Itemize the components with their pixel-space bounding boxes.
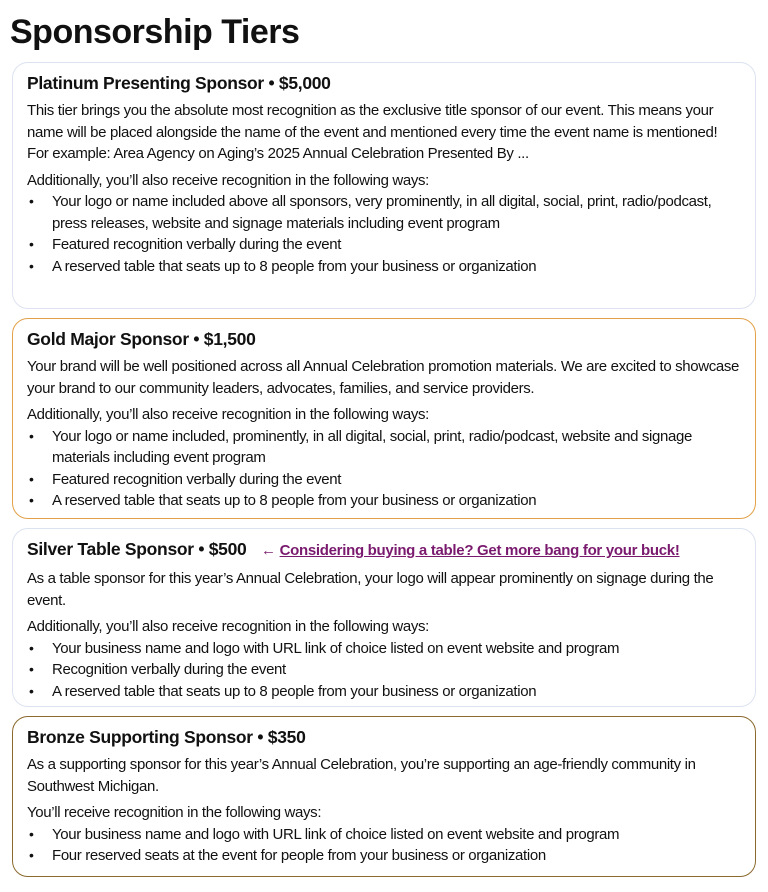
tier-card-bronze xyxy=(12,716,756,877)
benefit-item xyxy=(27,191,741,234)
tier-title xyxy=(27,327,741,351)
page-title: Sponsorship Tiers xyxy=(10,13,300,51)
benefit-item xyxy=(27,845,741,867)
tier-card-silver xyxy=(12,528,756,707)
bullet-icon: • xyxy=(29,427,34,444)
bullet-icon: • xyxy=(29,470,34,487)
benefit-item xyxy=(27,469,741,491)
benefit-text: A reserved table that seats up to 8 people from your business or organization xyxy=(52,257,537,275)
tier-title xyxy=(27,71,741,95)
bullet-icon: • xyxy=(29,257,34,274)
benefit-text: Your logo or name included above all sponsors, very prominently, in all digital, social, print, radio/podcast, press releases, website and signage materials including event program xyxy=(52,193,712,232)
tier-name: Platinum Presenting Sponsor xyxy=(27,73,264,93)
benefit-text: A reserved table that seats up to 8 people from your business or organization xyxy=(52,682,537,700)
benefits-list xyxy=(27,191,741,277)
tier-price: $1,500 xyxy=(203,329,256,349)
tier-description: Your brand will be well positioned across all Annual Celebration promotion materials. We are excited to showcase your brand to our community leaders, advocates, families, and service providers. xyxy=(27,358,740,397)
benefit-text: A reserved table that seats up to 8 people from your business or organization xyxy=(52,492,537,509)
benefit-item xyxy=(27,256,741,278)
tier-description: This tier brings you the absolute most recognition as the exclusive title sponsor of our event. This means your name will be placed alongside the name of the event and mentioned every time the event name is mentioned! xyxy=(27,102,718,141)
benefit-item xyxy=(27,490,741,512)
bullet-icon: • xyxy=(29,236,34,252)
bullet-icon: • xyxy=(29,661,34,677)
tier-name: Bronze Supporting Sponsor xyxy=(27,727,253,747)
benefit-text: Your logo or name included, prominently, in all digital, social, print, radio/podcast, website and signage materials including event program xyxy=(52,427,692,466)
benefit-text: Four reserved seats at the event for people from your business or organization xyxy=(52,847,546,864)
tier-price: $500 xyxy=(208,539,247,559)
benefit-text: Your business name and logo with URL link of choice listed on event website and program xyxy=(52,639,620,657)
tier-description: As a supporting sponsor for this year’s Annual Celebration, you’re supporting an age-friendly community in Southwest Michigan. xyxy=(27,756,696,795)
benefit-item xyxy=(27,426,741,469)
benefits-lead: You’ll receive recognition in the following ways: xyxy=(27,804,322,821)
separator-dot: • xyxy=(257,727,264,747)
benefit-item xyxy=(27,234,741,256)
benefits-lead: Additionally, you’ll also receive recognition in the following ways: xyxy=(27,171,429,189)
bullet-icon: • xyxy=(29,847,34,863)
tier-title xyxy=(27,537,741,563)
tier-card-gold xyxy=(12,318,756,519)
bullet-icon: • xyxy=(29,193,34,209)
tier-name: Gold Major Sponsor xyxy=(27,329,189,349)
tier-description: As a table sponsor for this year’s Annual Celebration, your logo will appear prominently on signage during the event. xyxy=(27,570,714,609)
table-promo-link[interactable]: Considering buying a table? Get more bang for your buck! xyxy=(279,542,680,559)
tier-card-platinum xyxy=(12,62,756,309)
separator-dot: • xyxy=(268,73,275,93)
benefits-list xyxy=(27,638,741,703)
benefit-item xyxy=(27,659,741,681)
benefit-text: Featured recognition verbally during the event xyxy=(52,470,342,488)
separator-dot: • xyxy=(193,329,200,349)
benefits-lead: Additionally, you’ll also receive recognition in the following ways: xyxy=(27,406,429,423)
bullet-icon: • xyxy=(29,639,34,656)
benefits-list xyxy=(27,426,741,512)
tier-price: $350 xyxy=(267,727,306,747)
benefit-item xyxy=(27,681,741,703)
bullet-icon: • xyxy=(29,825,34,842)
benefit-item xyxy=(27,638,741,660)
table-note xyxy=(261,542,679,559)
separator-dot: • xyxy=(198,539,205,559)
bullet-icon: • xyxy=(29,492,34,508)
benefits-list xyxy=(27,824,741,867)
benefit-text: Featured recognition verbally during the event xyxy=(52,236,342,253)
tier-title xyxy=(27,725,741,749)
tier-example: For example: Area Agency on Aging’s 2025 Annual Celebration Presented By ... xyxy=(27,145,529,162)
benefit-text: Recognition verbally during the event xyxy=(52,661,286,678)
bullet-icon: • xyxy=(29,682,34,699)
arrow-left-icon: ← xyxy=(261,542,276,559)
tier-price: $5,000 xyxy=(278,73,331,93)
benefit-text: Your business name and logo with URL link of choice listed on event website and program xyxy=(52,825,620,843)
benefits-lead: Additionally, you’ll also receive recognition in the following ways: xyxy=(27,618,429,635)
tier-name: Silver Table Sponsor xyxy=(27,539,194,559)
benefit-item xyxy=(27,824,741,846)
